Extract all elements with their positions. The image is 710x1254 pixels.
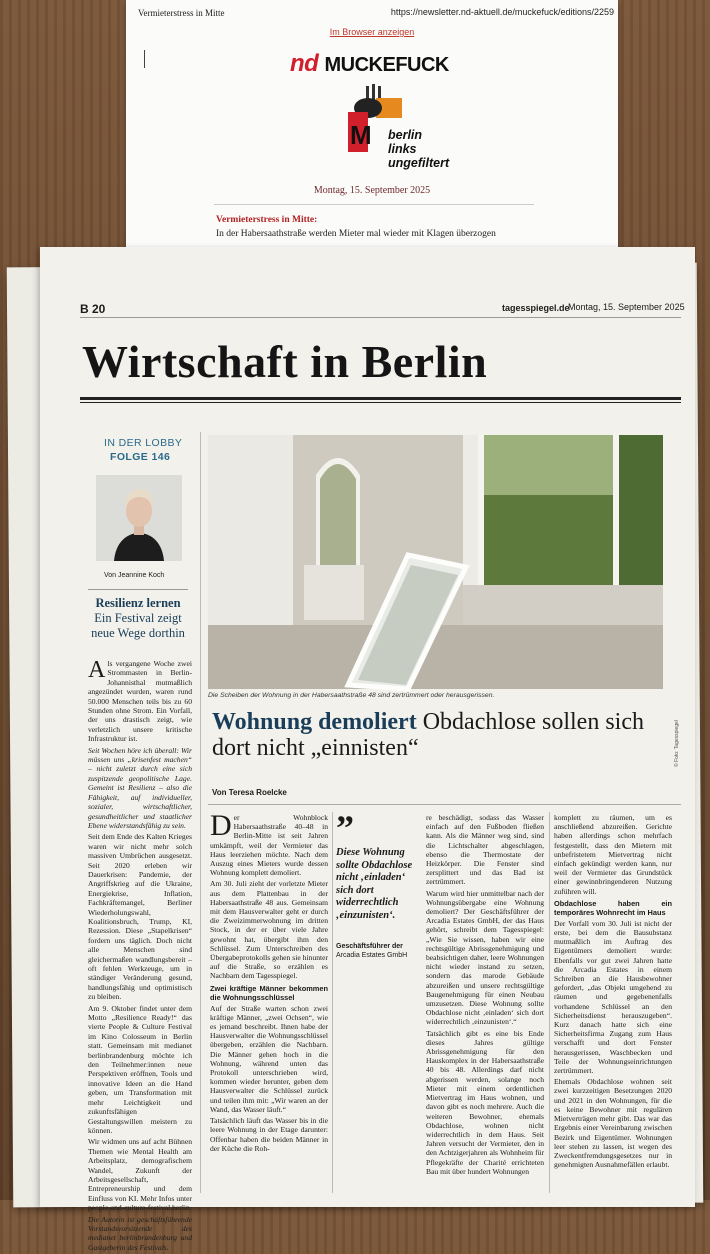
divider	[88, 589, 188, 590]
article-byline: Von Teresa Roelcke	[212, 788, 287, 797]
article-subheading: Obdachlose haben ein temporäres Wohnrecht im Haus	[554, 898, 672, 917]
quote-company: Arcadia Estates GmbH	[336, 951, 408, 959]
tagline-line-2: links	[388, 142, 417, 156]
article-column-3	[554, 813, 672, 1171]
article-paragraph: Am 30. Juli zieht der vorletzte Mieter aus dem Plattenbau in der Habersaathstraße 48 aus. Gemeinsam mit dem Hausverwalter geht er durch die Zweizimmerwohnung im dritten Stock, in der er über viele Jahre gewohnt hat, übergibt ihm den Schlüssel. Zum Unterschreiben des Übergabeprotokolls gehen sie hinunter auf die Straße, so erzählen es Nachbarn dem Tagesspiegel.	[210, 879, 328, 981]
column-divider	[332, 812, 333, 1193]
newspaper-site: tagesspiegel.de	[502, 303, 570, 313]
newsletter-header-title: Vermieterstress in Mitte	[138, 8, 225, 18]
apartment-photo-image	[208, 435, 663, 689]
logo-muckefuck: MUCKEFUCK	[324, 54, 449, 76]
tagline-line-1: berlin	[388, 128, 423, 142]
column-divider	[549, 812, 550, 1193]
photo-caption: Die Scheiben der Wohnung in der Habersaathstraße 48 sind zertrümmert oder herausgerissen.	[208, 692, 495, 699]
newspaper-page	[40, 247, 695, 1252]
pull-quote: Diese Wohnung sollte Obdachlose nicht ‚einladen‘ sich dort widerrechtlich ‚einzunisten‘.	[336, 847, 413, 921]
newsletter-teaser: In der Habersaathstraße werden Mieter mal wieder mit Klagen überzogen	[216, 229, 496, 239]
article-headline-bold: Wohnung demoliert	[212, 709, 417, 735]
column-episode: FOLGE 146	[110, 451, 171, 463]
article-paragraph: Warum wird hier unmittelbar nach der Wohnungsübergabe eine Wohnung demoliert? Der Geschäftsführer der Arcadia Estates GmbH, der das Haus gehört, schreibt dem Tagesspiegel: „Wie Sie wissen, haben wir eine rechtsgültige Abrissgenehmigung und beabsichtigen daher, leere Wohnungen nicht wieder instand zu setzen, sondern das marode Gebäude abzureißen und unsere rechtsgültige Baugenehmigung für einen Neubau umzusetzen. Diese Wohnung sollte Obdachlose nicht ‚einladen‘ sich dort widerrechtlich ‚einzunisten‘.“	[426, 888, 544, 1027]
article-paragraph: komplett zu räumen, um es anschließend abzureißen. Gerichte haben allerdings schon mehrfach festgestellt, dass den Mietern mit unbefristetem Mietvertrag nicht einfach gekündigt werden kann, nur weil der Vermieter das Grundstück einer gewinnbringenderen Nutzung zuführen will.	[554, 813, 672, 896]
column-body	[88, 659, 192, 1254]
article-dropcap: D	[210, 809, 232, 842]
article-paragraph: Der Vorfall vom 30. Juli ist nicht der erste, bei dem die Bausubstanz mutmaßlich im Auftrag des Eigentümers demoliert wurde: Ebenfalls vor gut zwei Jahren hatte die Arcadia Estates in einem Schreiben an die Hausbewohner gefordert, „das Objekt umgehend zu räumen und gegebenenfalls vorhandene Schlüssel an den Sicherheitsdienst herauszugeben“. Kurz danach hatte sich eine Sicherheitsfirma Zugang zum Haus verschafft und dort Fenster herausgerissen, Waschbecken und Teile der Wohnungseinrichtungen zertrümmert.	[554, 918, 672, 1076]
browser-view-link[interactable]: Im Browser anzeigen	[329, 27, 415, 37]
column-paragraph: Am 9. Oktober findet unter dem Motto „Resilience Ready!“ das vierte People & Culture Festival im Kino Colosseum in Berlin statt. Gemeinsam mit medianet berlinbrandenburg möchte ich den Teilnehmer:innen neue Perspektiven eröffnen, Tools und innovative Ideen an die Hand geben, um Transformation mit mehr Leichtigkeit und zukunftsfähigen Gestaltungswillen meistern zu können.	[88, 1003, 192, 1135]
article-paragraph: Tatsächlich läuft das Wasser bis in die leere Wohnung in der Etage darunter: Offenbar haben die beiden Männer in der Küche die Roh-	[210, 1116, 328, 1153]
newsletter-header-url: https://newsletter.nd-aktuell.de/muckefuck/editions/2259	[390, 7, 614, 17]
divider	[80, 402, 681, 403]
newsletter-subject-link[interactable]: Vermieterstress in Mitte:	[216, 215, 318, 225]
divider	[80, 317, 681, 318]
quote-attribution	[336, 943, 422, 960]
photo-credit: © Foto: Tagesspiegel	[674, 720, 680, 767]
newspaper-date: Montag, 15. September 2025	[568, 302, 685, 312]
article-column-2	[426, 813, 544, 1178]
page-number: B 20	[80, 302, 106, 316]
divider	[208, 804, 681, 805]
column-paragraph: Wir widmen uns auf acht Bühnen Themen wie Mental Health am Arbeitsplatz, demografischem Wandel, Zukunft der Arbeitsgesellschaft, Entrepreneurship und dem Einfluss von KI. Mehr Infos unter people-and-culture-festival.berlin	[88, 1137, 192, 1213]
column-paragraph: Seit dem Ende des Kalten Krieges waren wir nicht mehr solch massiven Umbrüchen ausgesetzt. Seit 2020 erleben wir Dauerkrisen: Pandemie, der Angriffskrieg auf die Ukraine, Energiekrise, Inflation, Fachkräftemangel, Berliner Wiederholungswahl, Koalitionsbruch, Trump, KI, Rezession. Diese „Stapelkrisen“ fordern uns täglich. Doch nicht alle Menschen sind gleichermaßen wandlungsbereit – oft fehlen Werkzeuge, um in ständiger Veränderung gesund, handlungsfähig und optimistisch zu bleiben.	[88, 832, 192, 1002]
article-paragraph: Auf der Straße warten schon zwei kräftige Männer, „zwei Ochsen“, wie es jemand beschreibt. Ihnen habe der Hausverwalter die Wohnungsschlüssel übergeben, erzählen die Nachbarn. Die Männer gehen hoch in die Wohnung, während unten das Protokoll unterschrieben wird, kommen wieder herunter, geben dem Hausverwalter die Schlüssel zurück und teilen ihm mit: „Wir waren an der Wand, das Wasser läuft.“	[210, 1003, 328, 1114]
article-photo	[208, 435, 663, 689]
author-bio: Die Autorin ist geschäftsführende Vorstandsvorsitzende des medianet berlinbrandenburg und Gastgeberin des Festivals.	[88, 1214, 192, 1252]
quote-role: Geschäftsführer der	[336, 943, 403, 950]
article-paragraph: re beschädigt, sodass das Wasser einfach auf den Fußboden fließen kann. Als die Männer weg sind, sind die Lichtschalter abgeschlagen, ebenso die Thermostate der Heizkörper. Die Fenster sind zersplittert und das Bad ist zertrümmert.	[426, 813, 544, 887]
newsletter-date: Montag, 15. September 2025	[313, 185, 431, 196]
muckefuck-logo-text	[290, 50, 449, 78]
column-label: IN DER LOBBY	[104, 437, 183, 449]
article-subheading: Zwei kräftige Männer bekommen die Wohnungsschlüssel	[210, 983, 328, 1002]
tagline-line-3: ungefiltert	[388, 156, 450, 170]
article-paragraph: Tatsächlich gibt es eine bis Ende dieses Jahres gültige Abrissgenehmigung für den Hauskomplex in der Habersaathstraße 40 bis 48. Allerdings darf nicht abgerissen werden, solange noch Mieter mit einem ordentlichen Mietvertrag im Haus wohnen, und davon gibt es noch mehrere. Auch die weiteren Bewohner, ehemals Obdachlose, wohnen nicht widerrechtlich in dem Haus. Seit Jahren versucht der Vermieter, den in den Achtzigerjahren als Wohnheim für Pflegekräfte der Charité errichteten Bau mit über hundert Wohnungen	[426, 1028, 544, 1176]
svg-text:M: M	[350, 120, 372, 150]
column-paragraph: Seit Wochen höre ich überall: Wir müssen uns „krisenfest machen“ – nicht zuletzt durch eine sich zuspitzende geopolitische Lage. Gemeint ist Resilienz – also die Fähigkeit, auf individueller, sozialer, wirtschaftlicher, gesundheitlicher und staatlicher Ebene widerstandsfähig zu sein.	[88, 745, 192, 830]
margin-mark	[144, 50, 145, 68]
column-dropcap: A	[88, 657, 106, 683]
column-headline-bold: Resilienz lernen	[95, 596, 181, 610]
article-paragraph: er Wohnblock Habersaathstraße 40–48 in Berlin-Mitte ist seit Jahren umkämpft, weil der Vermieter das Haus leerziehen möchte. Nach dem Auszug eines Mieters wurde dessen Wohnung komplett demoliert.	[210, 813, 328, 878]
newsletter-tagline	[388, 128, 449, 170]
column-headline	[88, 596, 188, 641]
divider	[80, 397, 681, 400]
logo-nd: nd	[290, 50, 319, 77]
article-headline-rest: Obdachlose sollen sich dort nicht „einnisten“	[212, 709, 644, 761]
portrait-image	[96, 475, 182, 561]
newsletter-printout	[126, 0, 618, 262]
column-paragraph: ls vergangene Woche zwei Strommasten in Berlin-Johannisthal mutmaßlich angezündet wurden, waren rund 50.000 Menschen teils bis zu 60 Stunden ohne Strom. Ein Vorfall, der uns drastisch zeigt, wie verletzlich unsere kritische Infrastruktur ist.	[88, 659, 192, 744]
author-portrait	[96, 475, 182, 561]
quote-mark-icon: ”	[336, 808, 354, 848]
column-divider	[200, 432, 201, 1193]
section-title: Wirtschaft in Berlin	[82, 336, 488, 387]
article-headline	[212, 709, 652, 761]
article-paragraph: Ehemals Obdachlose wohnen seit zwei kurzzeitigen Besetzungen 2020 und 2021 in den Wohnungen, für die es keine Bewohner mit regulären Mietverträgen mehr gibt. Das war das Ergebnis einer Vereinbarung zwischen Bezirk und Eigentümer. Wohnungen leer stehen zu lassen, ist wegen des Zweckentfremdungsgesetzes nur in genehmigten Ausnahmefällen erlaubt.	[554, 1077, 672, 1170]
divider	[214, 204, 534, 205]
column-headline-rest: Ein Festival zeigt neue Wege dorthin	[91, 611, 185, 640]
article-column-1	[210, 809, 328, 1155]
column-author: Von Jeannine Koch	[104, 572, 165, 579]
